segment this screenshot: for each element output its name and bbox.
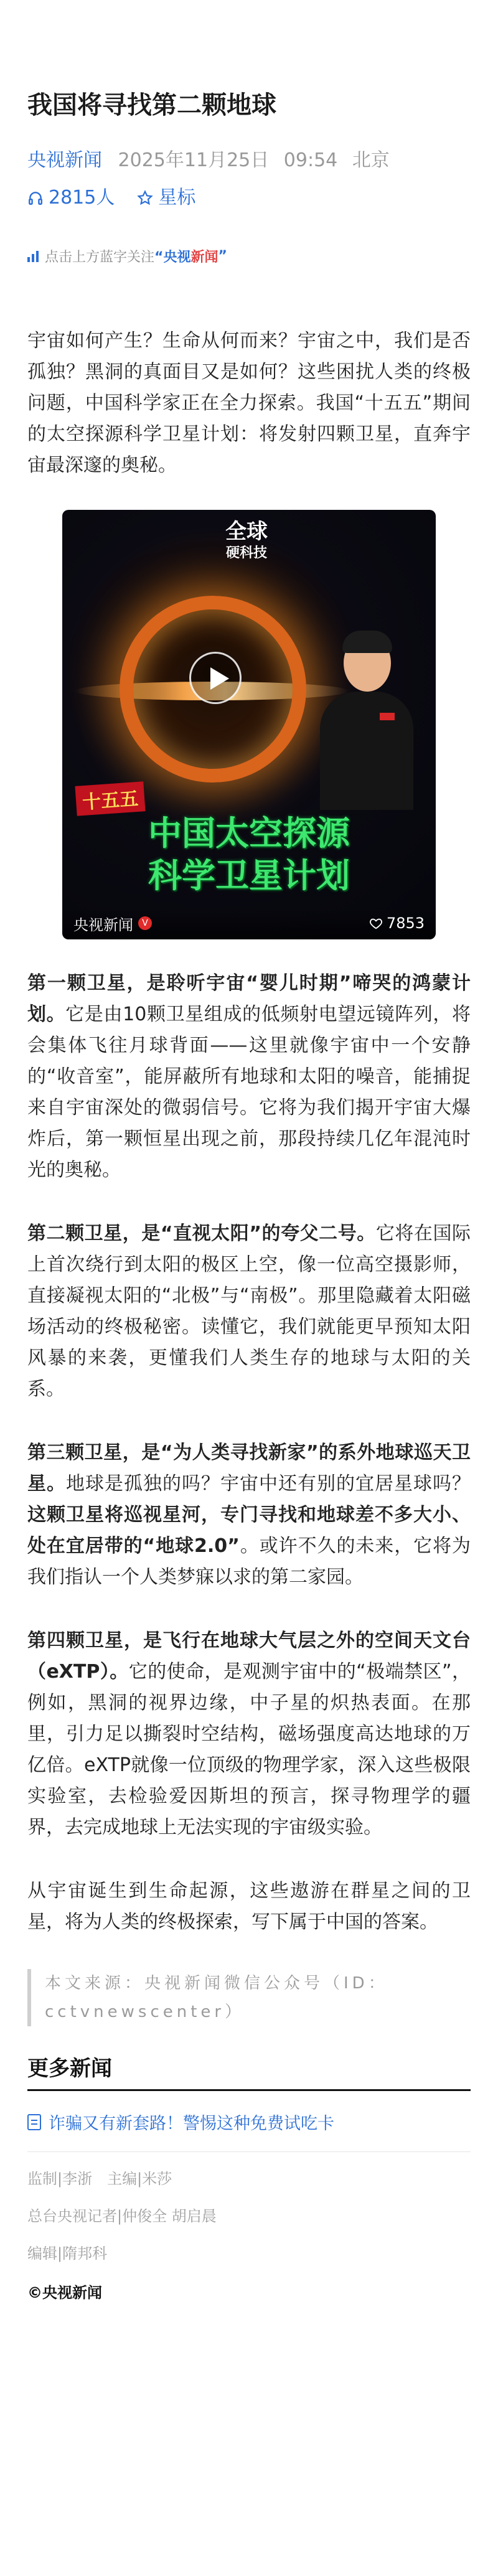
section-1 [27, 968, 471, 1186]
heart-icon [369, 916, 383, 930]
section-4-body: 它的使命，是观测宇宙中的“极端禁区”，例如，黑洞的视界边缘，中子星的炽热表面。在那里，引力足以撕裂时空结构，磁场强度高达地球的万亿倍。eXTP就像一位顶级的物理学家，深入这些极限实验室，去检验爱因斯坦的预言，探寻物理学的疆界，去完成地球上无法实现的宇宙级实验。 [27, 1661, 471, 1838]
video-likes[interactable] [369, 914, 425, 932]
signal-bars-icon [27, 251, 39, 262]
section-3-emphasis: 这颗卫星将巡视星河，专门寻找和地球差不多大小、处在宜居带的“地球2.0” [27, 1504, 471, 1557]
video-headline [62, 812, 436, 897]
show-logo [209, 519, 284, 575]
likes-count: 7853 [386, 914, 425, 932]
play-icon[interactable] [189, 652, 242, 704]
section-4-lead: 第四颗卫星，是飞行在地球大气层之外的空间天文台（eXTP）。 [27, 1630, 471, 1683]
video-headline-line2: 科学卫星计划 [148, 856, 350, 895]
video-channel[interactable] [73, 913, 152, 934]
section-1-lead: 第一颗卫星，是聆听宇宙“婴儿时期”啼哭的鸿蒙计划。 [27, 972, 471, 1025]
star-button[interactable] [137, 186, 195, 210]
article-meta [27, 148, 471, 173]
listen-button[interactable] [27, 186, 115, 210]
credit-editor: 编辑|隋邦科 [27, 2245, 108, 2262]
presenter-image [320, 634, 413, 809]
credit-reporters: 总台央视记者|仲俊全 胡启晨 [27, 2207, 217, 2225]
article-title: 我国将寻找第二颗地球 [27, 91, 276, 120]
section-3-body-2: 。或许不久的未来，它将为我们指认一个人类梦寐以求的第二家园。 [27, 1535, 471, 1588]
section-2-lead: 第二颗卫星，是“直视太阳”的夸父二号。 [27, 1223, 376, 1244]
follow-brand-red: 新闻 [190, 250, 218, 265]
closing-paragraph: 从宇宙诞生到生命起源，这些遨游在群星之间的卫星，将为人类的终极探索，写下属于中国的答案。 [27, 1880, 471, 1933]
video-player[interactable] [62, 510, 436, 939]
source-note: 本文来源：央视新闻微信公众号（ID：cctvnewscenter） [27, 1969, 471, 2026]
section-2 [27, 1218, 471, 1405]
star-icon [137, 190, 153, 206]
source-link[interactable]: 央视新闻 [27, 149, 102, 171]
section-1-body: 它是由10颗卫星组成的低频射电望远镜阵列，将会集体飞往月球背面——这里就像宇宙中一个安静的“收音室”，能屏蔽所有地球和太阳的噪音，能捕捉来自宇宙深处的微弱信号。它将为我们揭开宇宙大爆炸后，第一颗恒星出现之前，那段持续几亿年混沌时光的奥秘。 [27, 1004, 471, 1181]
section-2-body: 它将在国际上首次绕行到太阳的极区上空，像一位高空摄影师，直接凝视太阳的“北极”与“南极”。那里隐藏着太阳磁场活动的终极秘密。读懂它，我们就能更早预知太阳风暴的来袭，更懂我们人类生存的地球与太阳的关系。 [27, 1223, 471, 1400]
publish-location: 北京 [352, 149, 390, 171]
section-3 [27, 1437, 471, 1593]
publish-time: 09:54 [283, 149, 338, 171]
follow-suffix: ” [218, 248, 227, 264]
verified-icon: V [138, 916, 152, 930]
video-badge: 十五五 [75, 781, 145, 816]
section-4 [27, 1625, 471, 1843]
listen-count: 2815人 [49, 187, 115, 209]
more-news-heading: 更多新闻 [27, 2051, 471, 2091]
star-label: 星标 [158, 187, 196, 209]
intro-paragraph: 宇宙如何产生？生命从何而来？宇宙之中，我们是否孤独？黑洞的真面目又是如何？这些困扰人类的终极问题，中国科学家正在全力探索。我国“十五五”期间的太空探源科学卫星计划：将发射四颗卫星，直奔宇宙最深邃的奥秘。 [27, 330, 471, 476]
headphones-icon [27, 190, 44, 206]
section-3-body-1: 地球是孤独的吗？宇宙中还有别的宜居星球吗？ [66, 1473, 471, 1495]
divider [27, 2151, 471, 2152]
document-icon [27, 2114, 41, 2130]
publish-date: 2025年11月25日 [118, 149, 270, 171]
follow-brand: “央视 [154, 250, 191, 265]
show-logo-big: 全球 [225, 519, 268, 544]
video-headline-line1: 中国太空探源 [148, 814, 350, 853]
more-news-link-text: 诈骗又有新套路！警惕这种免费试吃卡 [49, 2114, 334, 2133]
channel-name: 央视新闻 [73, 916, 133, 934]
more-news-link[interactable] [27, 2110, 471, 2134]
follow-prefix: 点击上方蓝字关注 [45, 250, 155, 265]
follow-banner[interactable] [27, 247, 471, 266]
copyright: ©央视新闻 [27, 2284, 102, 2301]
video-footer [62, 907, 436, 939]
article-stats [27, 186, 471, 210]
show-logo-small: 硬科技 [225, 545, 267, 561]
section-3-lead: 第三颗卫星，是“为人类寻找新家”的系外地球巡天卫星。 [27, 1442, 471, 1495]
credit-supervisor: 监制|李浙 主编|米莎 [27, 2170, 172, 2188]
